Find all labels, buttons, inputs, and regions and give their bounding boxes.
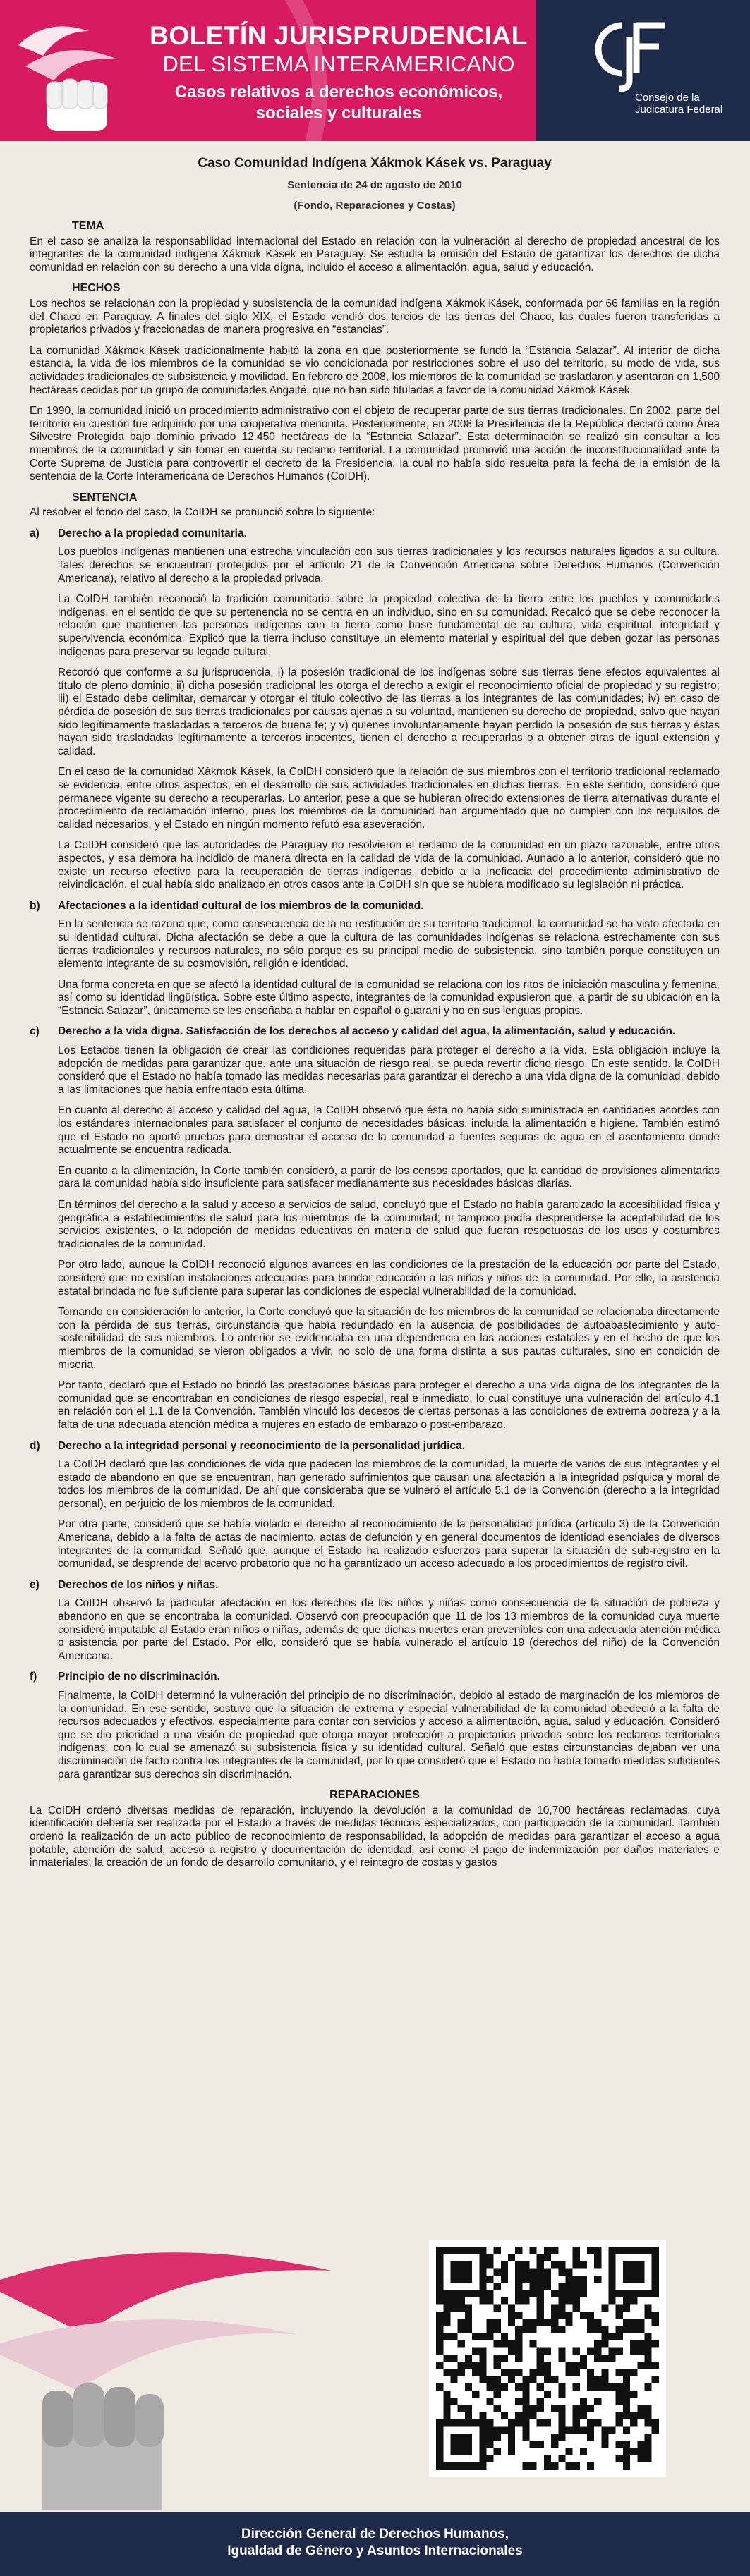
- bulletin-subtitle: DEL SISTEMA INTERAMERICANO: [162, 51, 515, 76]
- sentencia-item: [30, 527, 720, 892]
- item-body: [30, 1044, 720, 1432]
- item-title: Derecho a la propiedad comunitaria.: [58, 527, 247, 539]
- hechos-paragraph: La comunidad Xákmok Kásek tradicionalmente habitó la zona en que posteriormente se fundó la “Estancia Salazar”. Al interior de dicha estancia, la vida de los miembros de la comunidad se vio condicionada por restricciones sobre el uso del territorio, su modo de vida, sus actividades tradicionales de subsistencia y movilidad. En febrero de 2008, los miembros de la comunidad se trasladaron y asentaron en 1,500 hectáreas cedidas por un grupo de comunidades Angaité, que no han sido tituladas a favor de la comunidad Xákmok Kásek.: [30, 344, 720, 396]
- bulletin-topic-line2: sociales y culturales: [255, 104, 422, 123]
- item-paragraph: Recordó que conforme a su jurisprudencia, i) la posesión tradicional de los indígenas sobre sus tierras tiene efectos equivalentes al título de pleno dominio; ii) dicha posesión tradicional les otorga el derecho a exigir el reconocimiento oficial de propiedad y su registro; iii) el Estado debe delimitar, demarcar y otorgar el título colectivo de las tierras a los integrantes de las comunidades; iv) en caso de pérdida de posesión de sus tierras tradicionales por causas ajenas a su voluntad, mantienen su derecho de propiedad, salvo que hayan sido legítimamente trasladadas a terceros de buena fe; y v) quienes involuntariamente hayan perdido la posesión de sus tierras y éstas hayan sido trasladadas legítimamente a terceros inocentes, tienen el derecho a recuperarlas o a obtener otras de igual extensión y calidad.: [58, 666, 720, 757]
- item-paragraph: En la sentencia se razona que, como consecuencia de la no restitución de su territorio tradicional, la comunidad se ha visto afectada en su identidad cultural. Dicha afectación se debe a que la cultura de las comunidades indígenas se relaciona estrechamente con sus tierras tradicionales y recursos naturales, no sólo porque es su principal medio de subsistencia, sino también porque constituyen un elemento integrante de su cosmovisión, religión e identidad.: [58, 918, 720, 970]
- item-paragraph: Tomando en consideración lo anterior, la Corte concluyó que la situación de los miembros de la comunidad se relacionaba directamente con la pérdida de sus tierras, circunstancia que había redundado en la ausencia de posibilidades de autoabastecimiento y auto-sostenibilidad de sus miembros. Lo anterior se evidenciaba en una dependencia en las acciones estatales y en el hecho de que los miembros de la comunidad se vieron obligados a vivir, no solo de una forma distinta a sus pautas culturales, sino en condición de miseria.: [58, 1306, 720, 1371]
- sentencia-item-heading: [30, 1025, 720, 1039]
- hechos-paragraph: En 1990, la comunidad inició un procedimiento administrativo con el objeto de recuperar parte de sus tierras tradicionales. En 2002, parte del territorio en cuestión fue adquirido por una cooperativa menonita. Posteriormente, en 2008 la Presidencia de la República declaró como Área Silvestre Protegida bajo dominio privado 12.450 hectáreas de la “Estancia Salazar”. Esta determinación se realizó sin consultar a los miembros de la comunidad y sin tomar en cuenta su reclamo territorial. La comunidad promovió una acción de inconstitucionalidad ante la Corte Suprema de Justicia para controvertir el decreto de la Presidencia, la cual no había sido resuelta para la fecha de la emisión de la sentencia de la Corte Interamericana de Derechos Humanos (CoIDH).: [30, 405, 720, 483]
- item-paragraph: Finalmente, la CoIDH determinó la vulneración del principio de no discriminación, debido al estado de marginación de los miembros de la comunidad. En ese sentido, sostuvo que la situación de extrema y especial vulnerabilidad de la comunidad obedeció a la falta de recursos adecuados y efectivos, especialmente para contar con servicios y acceso a alimentación, agua, salud y educación. Consideró que se dio prioridad a una visión de propiedad que otorga mayor protección a propietarios privados sobre los reclamos territoriales indígenas, con lo cual se amenazó su subsistencia física y su identidad cultural. Señaló que estas circunstancias dejaban ver una discriminación de facto contra los integrantes de la comunidad, por lo que consideró que el Estado no había tomado medidas suficientes para garantizar sus derechos sin discriminación.: [58, 1690, 720, 1781]
- item-body: [30, 1690, 720, 1781]
- item-title: Afectaciones a la identidad cultural de los miembros de la comunidad.: [58, 899, 424, 912]
- sentencia-item-heading: [30, 1440, 720, 1453]
- item-title: Principio de no discriminación.: [58, 1671, 220, 1683]
- sentencia-item: [30, 900, 720, 1018]
- item-body: [30, 918, 720, 1018]
- heading-hechos: HECHOS: [72, 282, 121, 295]
- item-paragraph: En cuanto al derecho al acceso y calidad del agua, la CoIDH observó que ésta no había sido suministrada en cantidades acordes con los estándares internacionales para satisfacer el conjunto de necesidades básicas, incluida la alimentación e higiene. También estimó que el Estado no aportó pruebas para demostrar el acceso de la comunidad a fuentes seguras de agua en el asentamiento donde actualmente se encuentra radicada.: [58, 1104, 720, 1156]
- item-paragraph: Los Estados tienen la obligación de crear las condiciones requeridas para proteger el derecho a la vida. Esta obligación incluye la adopción de medidas para garantizar que, ante una situación de riesgo real, se pueda revertir dicho riesgo. En este sentido, la CoIDH consideró que el Estado no había tomado las medidas necesarias para garantizar el derecho a una vida digna de la comunidad, debido a las limitaciones que había enfrentado esta última.: [58, 1044, 720, 1096]
- item-paragraph: Los pueblos indígenas mantienen una estrecha vinculación con sus tierras tradicionales y los recursos naturales ligados a su cultura. Tales derechos se encuentran protegidos por el artículo 21 de la Convención Americana sobre Derechos Humanos (Convención Americana), relativo al derecho a la propiedad privada.: [58, 546, 720, 585]
- decorative-fist-illustration: [0, 2242, 395, 2510]
- document-body: [30, 155, 720, 1878]
- item-paragraph: Una forma concreta en que se afectó la identidad cultural de la comunidad se relaciona con los ritos de iniciación masculina y femenina, así como su identidad lingüística. Sobre este último aspecto, integrantes de la comunidad expusieron que, a partir de su ubicación en la “Estancia Salazar”, únicamente se les enseñaba a hablar en español o guaraní y no en sus lenguas propias.: [58, 978, 720, 1017]
- item-title: Derecho a la integridad personal y reconocimiento de la personalidad jurídica.: [58, 1439, 466, 1452]
- bulletin-title: BOLETÍN JURISPRUDENCIAL: [150, 21, 528, 50]
- sentencia-item-heading: [30, 1579, 720, 1592]
- sentencia-item: [30, 1579, 720, 1664]
- header-title-block: [148, 21, 529, 124]
- cjf-logo-mark-icon: [586, 16, 677, 93]
- item-paragraph: La CoIDH declaró que las condiciones de vida que padecen los miembros de la comunidad, la muerte de varios de sus integrantes y el estado de abandono en que se encuentran, han generado sufrimientos que causan una afectación a la integridad psíquica y moral de todos los miembros de la comunidad. De ahí que consideraba que se vulneró el artículo 5.1 de la Convención (derecho a la integridad personal), en perjuicio de los miembros de la comunidad.: [58, 1458, 720, 1510]
- sentencia-item: [30, 1671, 720, 1781]
- item-paragraph: En cuanto a la alimentación, la Corte también consideró, a partir de los censos aportados, que la cantidad de provisiones alimentarias para la comunidad había sido insuficiente para satisfacer medianamente sus necesidades básicas diarias.: [58, 1164, 720, 1190]
- item-body: [30, 546, 720, 891]
- item-paragraph: Por otra parte, consideró que se había violado el derecho al reconocimiento de la personalidad jurídica (artículo 3) de la Convención Americana, debido a la falta de actas de nacimiento, actas de defunción y en general documentos de identidad esenciales de diversos integrantes de la comunidad. Señaló que, aunque el Estado ha realizado esfuerzos para superar la situación de sub-registro en la comunidad, se desprende del acervo probatorio que no ha garantizado un acceso adecuado a los procedimientos de registro civil.: [58, 1518, 720, 1570]
- heading-sentencia: SENTENCIA: [72, 491, 138, 503]
- raised-fist-icon: [4, 17, 138, 137]
- item-body: [30, 1458, 720, 1571]
- cjf-logo: [586, 16, 727, 135]
- item-body: [30, 1597, 720, 1663]
- sentencia-item-heading: [30, 1671, 720, 1684]
- item-paragraph: La CoIDH también reconoció la tradición comunitaria sobre la propiedad colectiva de la tierra entre los pueblos y comunidades indígenas, en el sentido de que su pertenencia no se centra en un individuo, sino en su comunidad. Recalcó que se debe reconocer la relación que mantienen las personas indígenas con la tierra como base fundamental de su cultura, vida espiritual, integridad y supervivencia económica. Explicó que la tierra incluso constituye un elemento material y espiritual del que deben gozar las personas indígenas para preservar su legado cultural.: [58, 593, 720, 658]
- cjf-logo-text: Consejo de la Judicatura Federal: [635, 92, 723, 116]
- item-title: Derechos de los niños y niñas.: [58, 1578, 219, 1591]
- item-paragraph: La CoIDH observó la particular afectación en los derechos de los niños y niñas como consecuencia de la situación de pobreza y abandono en que se encontraba la comunidad. Observó con preocupación que 11 de los 13 miembros de la comunidad cuya muerte consideró imputable al Estado eran niños o niñas, además de que dichas muertes eran prevenibles con una adecuada atención médica o asistencia por parte del Estado. Por ello, consideró que se había vulnerado el artículo 19 (derechos del niño) de la Convención Americana.: [58, 1597, 720, 1662]
- item-letter: c): [30, 1025, 40, 1038]
- item-paragraph: En términos del derecho a la salud y acceso a servicios de salud, concluyó que el Estado no había garantizado la accesibilidad física y geográfica a establecimientos de salud para los miembros de la comunidad; ni tampoco podía desprenderse la aceptabilidad de los servicios existentes, o la adopción de medidas educativas en materia de salud que fueran respetuosas de los usos y costumbres tradicionales de la comunidad.: [58, 1199, 720, 1250]
- case-type: (Fondo, Reparaciones y Costas): [294, 200, 456, 212]
- item-paragraph: Por otro lado, aunque la CoIDH reconoció algunos avances en las condiciones de la prestación de la educación por parte del Estado, consideró que no existían instalaciones adecuadas para brindar educación a las niñas y niños de la comunidad. Por ello, la asistencia estatal brindada no fue suficiente para superar las condiciones de especial vulnerabilidad de la comunidad.: [58, 1259, 720, 1298]
- heading-tema: TEMA: [72, 220, 104, 232]
- sentencia-item-heading: [30, 900, 720, 913]
- item-letter: f): [30, 1671, 37, 1683]
- item-paragraph: Por tanto, declaró que el Estado no brindó las prestaciones básicas para proteger el derecho a una vida digna de los integrantes de la comunidad que se encontraban en condiciones de riesgo especial, real e inmediato, lo cual constituye una vulneración del artículo 4.1 en relación con el 1.1 de la Convención. También vinculó los decesos de ciertas personas a las condiciones de extrema pobreza y a la falta de una adecuada atención médica a mujeres en estado de embarazo o post-embarazo.: [58, 1379, 720, 1431]
- sentencia-item: [30, 1025, 720, 1432]
- item-title: Derecho a la vida digna. Satisfacción de los derechos al acceso y calidad del agua, la alimentación, salud y educación.: [58, 1025, 676, 1038]
- item-letter: e): [30, 1578, 40, 1591]
- bulletin-header: [0, 0, 750, 141]
- heading-reparaciones: REPARACIONES: [329, 1789, 420, 1802]
- sentencia-item: [30, 1440, 720, 1571]
- item-letter: b): [30, 899, 40, 912]
- sentencia-items: [30, 527, 720, 1781]
- item-letter: d): [30, 1439, 40, 1452]
- item-letter: a): [30, 527, 40, 539]
- hechos-paragraph: Los hechos se relacionan con la propiedad y subsistencia de la comunidad indígena Xákmok Kásek, conformada por 66 familias en la región del Chaco en Paraguay. A finales del siglo XIX, el Estado vendió dos tercios de las tierras del Chaco, las cuales fueron transferidas a propietarios privados y fraccionadas de manera progresiva en “estancias”.: [30, 297, 720, 336]
- case-date: Sentencia de 24 de agosto de 2010: [287, 179, 462, 191]
- sentencia-intro: Al resolver el fondo del caso, la CoIDH se pronunció sobre lo siguiente:: [30, 506, 375, 519]
- footer-line2: Igualdad de Género y Asuntos Internacionales: [227, 2544, 523, 2558]
- footer-line1: Dirección General de Derechos Humanos,: [241, 2527, 509, 2541]
- item-paragraph: La CoIDH consideró que las autoridades de Paraguay no resolvieron el reclamo de la comunidad en un plazo razonable, entre otros aspectos, y esa demora ha incidido de manera directa en la calidad de vida de la comunidad. Aunado a lo anterior, consideró que no existe un recurso efectivo para la recuperación de tierras indígenas, debido a la ineficacia del procedimiento administrativo de reivindicación, el cual había sido analizado en otros casos ante la CoIDH sin que se hubiera modificado su legislación ni práctica.: [58, 839, 720, 891]
- footer: [0, 2512, 750, 2576]
- reparaciones-text: La CoIDH ordenó diversas medidas de reparación, incluyendo la devolución a la comunidad de 10,700 hectáreas reclamadas, cuya identificación debería ser realizada por el Estado a través de medidas técnicos especializados, con participación de la comunidad. También ordenó la realización de un acto público de reconocimiento de responsabilidad, la adopción de medidas para garantizar el acceso a agua potable, atención de salud, acceso a registro y documentación de identidad; así como el pago de indemnización por daños materiales e inmateriales, la creación de un fondo de desarrollo comunitario, y el reintegro de costas y gastos: [30, 1804, 720, 1869]
- qr-code-icon[interactable]: [429, 2240, 666, 2477]
- item-paragraph: En el caso de la comunidad Xákmok Kásek, la CoIDH consideró que la relación de sus miembros con el territorio tradicional reclamado se evidencia, entre otros aspectos, en el desarrollo de sus actividades tradicionales en dichas tierras. En este sentido, consideró que permanece vigente su derecho a recuperarlas. Lo anterior, pese a que se hubieran ofrecido extensiones de tierra alternativas durante el procedimiento de reclamación interno, pues los miembros de la comunidad han argumentado que no cumplen con los requisitos de calidad necesarios, y el Estado en ningún momento refutó esa aseveración.: [58, 766, 720, 831]
- tema-text: En el caso se analiza la responsabilidad internacional del Estado en relación con la vulneración al derecho de propiedad ancestral de los integrantes de la comunidad indígena Xákmok Kásek en Paraguay. Se estudia la omisión del Estado de garantizar los derechos de dicha comunidad en relación con su derecho a una vida digna, incluido el acceso a alimentación, agua, salud y educación.: [30, 235, 720, 274]
- sentencia-item-heading: [30, 527, 720, 541]
- case-title: Caso Comunidad Indígena Xákmok Kásek vs. Paraguay: [198, 156, 552, 171]
- bulletin-topic-line1: Casos relativos a derechos económicos,: [174, 83, 503, 102]
